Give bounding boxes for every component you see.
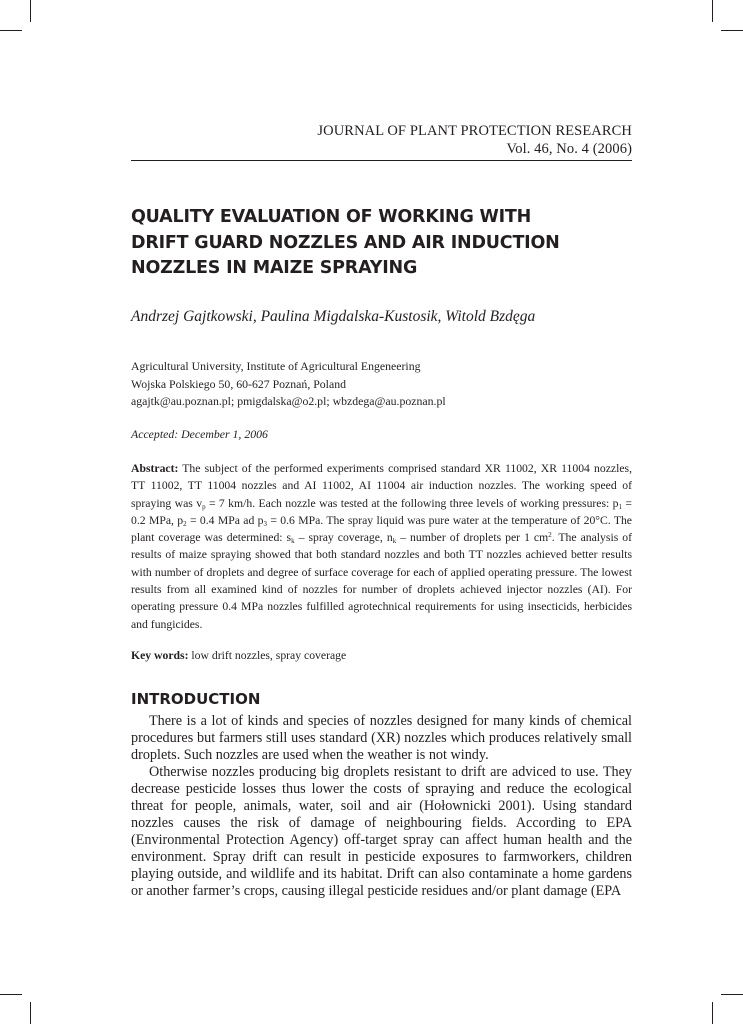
crop-mark-bottom-right bbox=[721, 994, 743, 995]
journal-header bbox=[131, 122, 632, 158]
introduction-body bbox=[131, 713, 632, 900]
journal-name: JOURNAL OF PLANT PROTECTION RESEARCH bbox=[317, 123, 632, 139]
title-line: QUALITY EVALUATION OF WORKING WITH bbox=[131, 207, 532, 227]
affiliation-institute: Agricultural University, Institute of Agricultural Engeneering bbox=[131, 359, 421, 373]
crop-mark-bottom-left bbox=[30, 1002, 31, 1024]
abstract-text: = 0.6 MPa. The spray liquid was pure water at the temperature of 20°C. The plant coverage was determined: s bbox=[131, 513, 632, 545]
keywords-text: low drift nozzles, spray coverage bbox=[188, 649, 347, 662]
section-heading-introduction: INTRODUCTION bbox=[131, 690, 261, 708]
header-rule bbox=[131, 160, 632, 161]
abstract-text: = 0.2 MPa, p bbox=[131, 496, 632, 527]
subscript: k bbox=[392, 537, 397, 546]
subscript: 1 bbox=[618, 502, 623, 511]
superscript: 2 bbox=[548, 531, 552, 540]
paragraph: Otherwise nozzles producing big droplets resistant to drift are adviced to use. They decrease pesticide losses thus lower the costs of spraying and reduce the ecological threat for people, animals, water, soil and air (Hołownicki 2001). Using standard nozzles causes the risk of damage of neighbouring fields. According to EPA (Environmental Protection Agency) off-target spray can affect human health and the environment. Spray drift can result in pesticide exposures to farmworkers, children playing outside, and wildlife and its habitat. Drift can also contaminate a home gardens or another farmer’s crops, causing illegal pesticide residues and/or plant damage (EPA bbox=[131, 764, 632, 899]
abstract-text: – number of droplets per 1 cm bbox=[396, 531, 549, 545]
abstract-text: = 7 km/h. Each nozzle was tested at the following three levels of working pressures: p bbox=[205, 496, 619, 510]
crop-mark-bottom-left bbox=[0, 994, 22, 995]
abstract-text: The subject of the performed experiments comprised standard XR 11002, XR 11004 nozzles, TT 11002, TT 11004 nozzles and AI 11002, AI 11004 air induction nozzles. The working speed of spraying was v bbox=[131, 462, 632, 510]
abstract-text: . The analysis of results of maize spraying showed that both standard nozzles and both TT nozzles achieved better results with number of droplets and degree of surface coverage for each of applied operating pressure. The lowest results from all examined kind of nozzles for number of droplets achieved injector nozzles (AI). For operating pressure 0.4 MPa nozzles fulfilled agrotechnical requirements for using insecticids, herbicides and fungicides. bbox=[131, 531, 632, 631]
title-line: DRIFT GUARD NOZZLES AND AIR INDUCTION bbox=[131, 232, 560, 253]
paper-title bbox=[131, 205, 611, 282]
subscript: k bbox=[291, 537, 295, 546]
crop-mark-top-left bbox=[30, 0, 31, 22]
subscript: p bbox=[202, 502, 206, 511]
subscript: 3 bbox=[263, 519, 267, 528]
title-line: NOZZLES IN MAIZE SPRAYING bbox=[131, 258, 418, 278]
authors: Andrzej Gajtkowski, Paulina Migdalska-Kustosik, Witold Bzdęga bbox=[131, 308, 536, 325]
accepted-date: Accepted: December 1, 2006 bbox=[131, 427, 268, 441]
abstract bbox=[131, 460, 632, 633]
subscript: 2 bbox=[183, 519, 187, 528]
keywords-label: Key words: bbox=[131, 649, 189, 662]
paragraph: There is a lot of kinds and species of nozzles designed for many kinds of chemical procedures but farmers still uses standard (XR) nozzles which produces relatively small droplets. Such nozzles are used when the weather is not windy. bbox=[131, 713, 632, 763]
abstract-text: = 0.4 MPa ad p bbox=[186, 513, 264, 527]
journal-volume: Vol. 46, No. 4 (2006) bbox=[506, 141, 632, 157]
affiliation bbox=[131, 358, 632, 411]
crop-mark-top-left bbox=[0, 30, 22, 31]
abstract-label: Abstract: bbox=[131, 462, 179, 475]
affiliation-emails: agajtk@au.poznan.pl; pmigdalska@o2.pl; wbzdega@au.poznan.pl bbox=[131, 394, 446, 408]
affiliation-address: Wojska Polskiego 50, 60-627 Poznań, Poland bbox=[131, 376, 346, 391]
abstract-text: – spray coverage, n bbox=[294, 531, 393, 545]
crop-mark-bottom-right bbox=[712, 1002, 713, 1024]
crop-mark-top-right bbox=[721, 30, 743, 31]
crop-mark-top-right bbox=[712, 0, 713, 22]
keywords bbox=[131, 647, 632, 664]
